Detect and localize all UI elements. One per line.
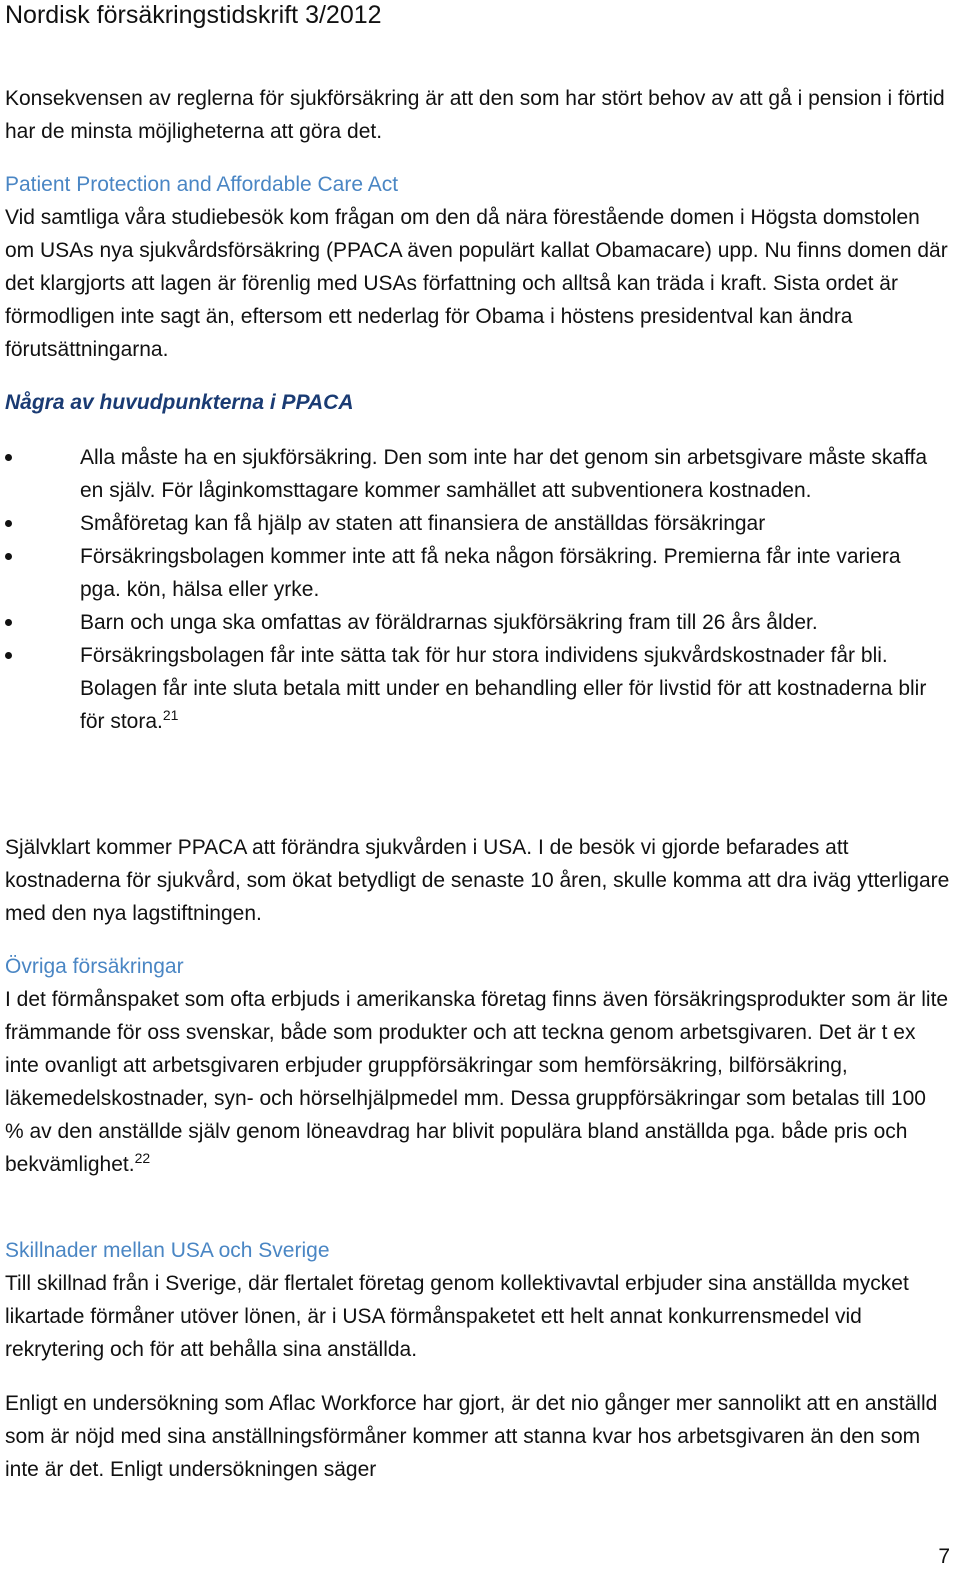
intro-paragraph: Konsekvensen av reglerna för sjukförsäkring är att den som har stört behov av att gå i pension i förtid har de minsta möjligheterna att göra det. xyxy=(5,87,945,143)
diff-paragraph: Till skillnad från i Sverige, där flertalet företag genom kollektivavtal erbjuder sina anställda mycket likartade förmåner utöver lönen, är i USA förmånspaketet ett helt annat konkurrensmedel vid rekrytering och för att behålla sina anställda. xyxy=(5,1272,909,1361)
key-points-heading: Några av huvudpunkterna i PPACA xyxy=(5,391,354,414)
other-paragraph: I det förmånspaket som ofta erbjuds i amerikanska företag finns även försäkringsprodukter som är lite främmande för oss svenskar, både som produkter och att teckna genom arbetsgivaren. Det är t ex inte ovanligt att arbetsgivaren erbjuder gruppförsäkringar som hemförsäkring, bilförsäkring, läkemedelskostnader, syn- och hörselhjälpmedel mm. Dessa gruppförsäkringar som betalas till 100 % av den anställde själv genom löneavdrag har blivit populära bland anställda pga. både pris och bekvämlighet.$^{22}$ xyxy=(5,988,949,1176)
footnote-ref-22: 22 xyxy=(134,1150,151,1166)
conclusion-paragraph: Självklart kommer PPACA att förändra sjukvården i USA. I de besök vi gjorde befarades att kostnaderna för sjukvård, som ökat betydligt de senaste 10 åren, skulle komma att dra iväg ytterligare med den nya lagstiftningen. xyxy=(5,836,950,925)
list-item: Försäkringsbolagen får inte sätta tak för hur stora individens sjukvårdskostnader får bli. Bolagen får inte sluta betala mitt under en behandling eller för livstid för att kostnaderna blir för stora.$^{21}$ xyxy=(5,639,940,738)
section-heading-ppaca: Patient Protection and Affordable Care Act xyxy=(5,173,399,196)
section-ppaca xyxy=(5,168,950,366)
key-points-list xyxy=(5,441,950,738)
list-item: Alla måste ha en sjukförsäkring. Den som inte har det genom sin arbetsgivare måste skaffa en själv. För låginkomsttagare kommer samhället att subventionera kostnaden. xyxy=(5,441,940,507)
section-heading-diff: Skillnader mellan USA och Sverige xyxy=(5,1239,330,1262)
ppaca-paragraph: Vid samtliga våra studiebesök kom frågan om den då nära förestående domen i Högsta domstolen om USAs nya sjukvårdsförsäkring (PPACA även populärt kallat Obamacare) upp. Nu finns domen där det klargjorts att lagen är förenlig med USAs författning och alltså kan träda i kraft. Sista ordet är förmodligen inte sagt än, eftersom ett nederlag för Obama i höstens presidentval kan ändra förutsättningarna. xyxy=(5,206,948,361)
running-header: Nordisk försäkringstidskrift 3/2012 xyxy=(5,1,382,29)
list-item: Barn och unga ska omfattas av föräldrarnas sjukförsäkring fram till 26 års ålder. xyxy=(5,606,940,639)
page-number: 7 xyxy=(938,1545,950,1568)
footnote-ref-21: 21 xyxy=(162,707,179,723)
list-item: Försäkringsbolagen kommer inte att få neka någon försäkring. Premierna får inte variera pga. kön, hälsa eller yrke. xyxy=(5,540,940,606)
list-item: Småföretag kan få hjälp av staten att finansiera de anställdas försäkringar xyxy=(5,507,940,540)
section-heading-other: Övriga försäkringar xyxy=(5,955,184,978)
diff-paragraph-2: Enligt en undersökning som Aflac Workforce har gjort, är det nio gånger mer sannolikt att en anställd som är nöjd med sina anställningsförmåner kommer att stanna kvar hos arbetsgivaren än den som inte är det. Enligt undersökningen säger xyxy=(5,1392,938,1481)
section-other xyxy=(5,950,950,1181)
section-diff xyxy=(5,1234,950,1366)
